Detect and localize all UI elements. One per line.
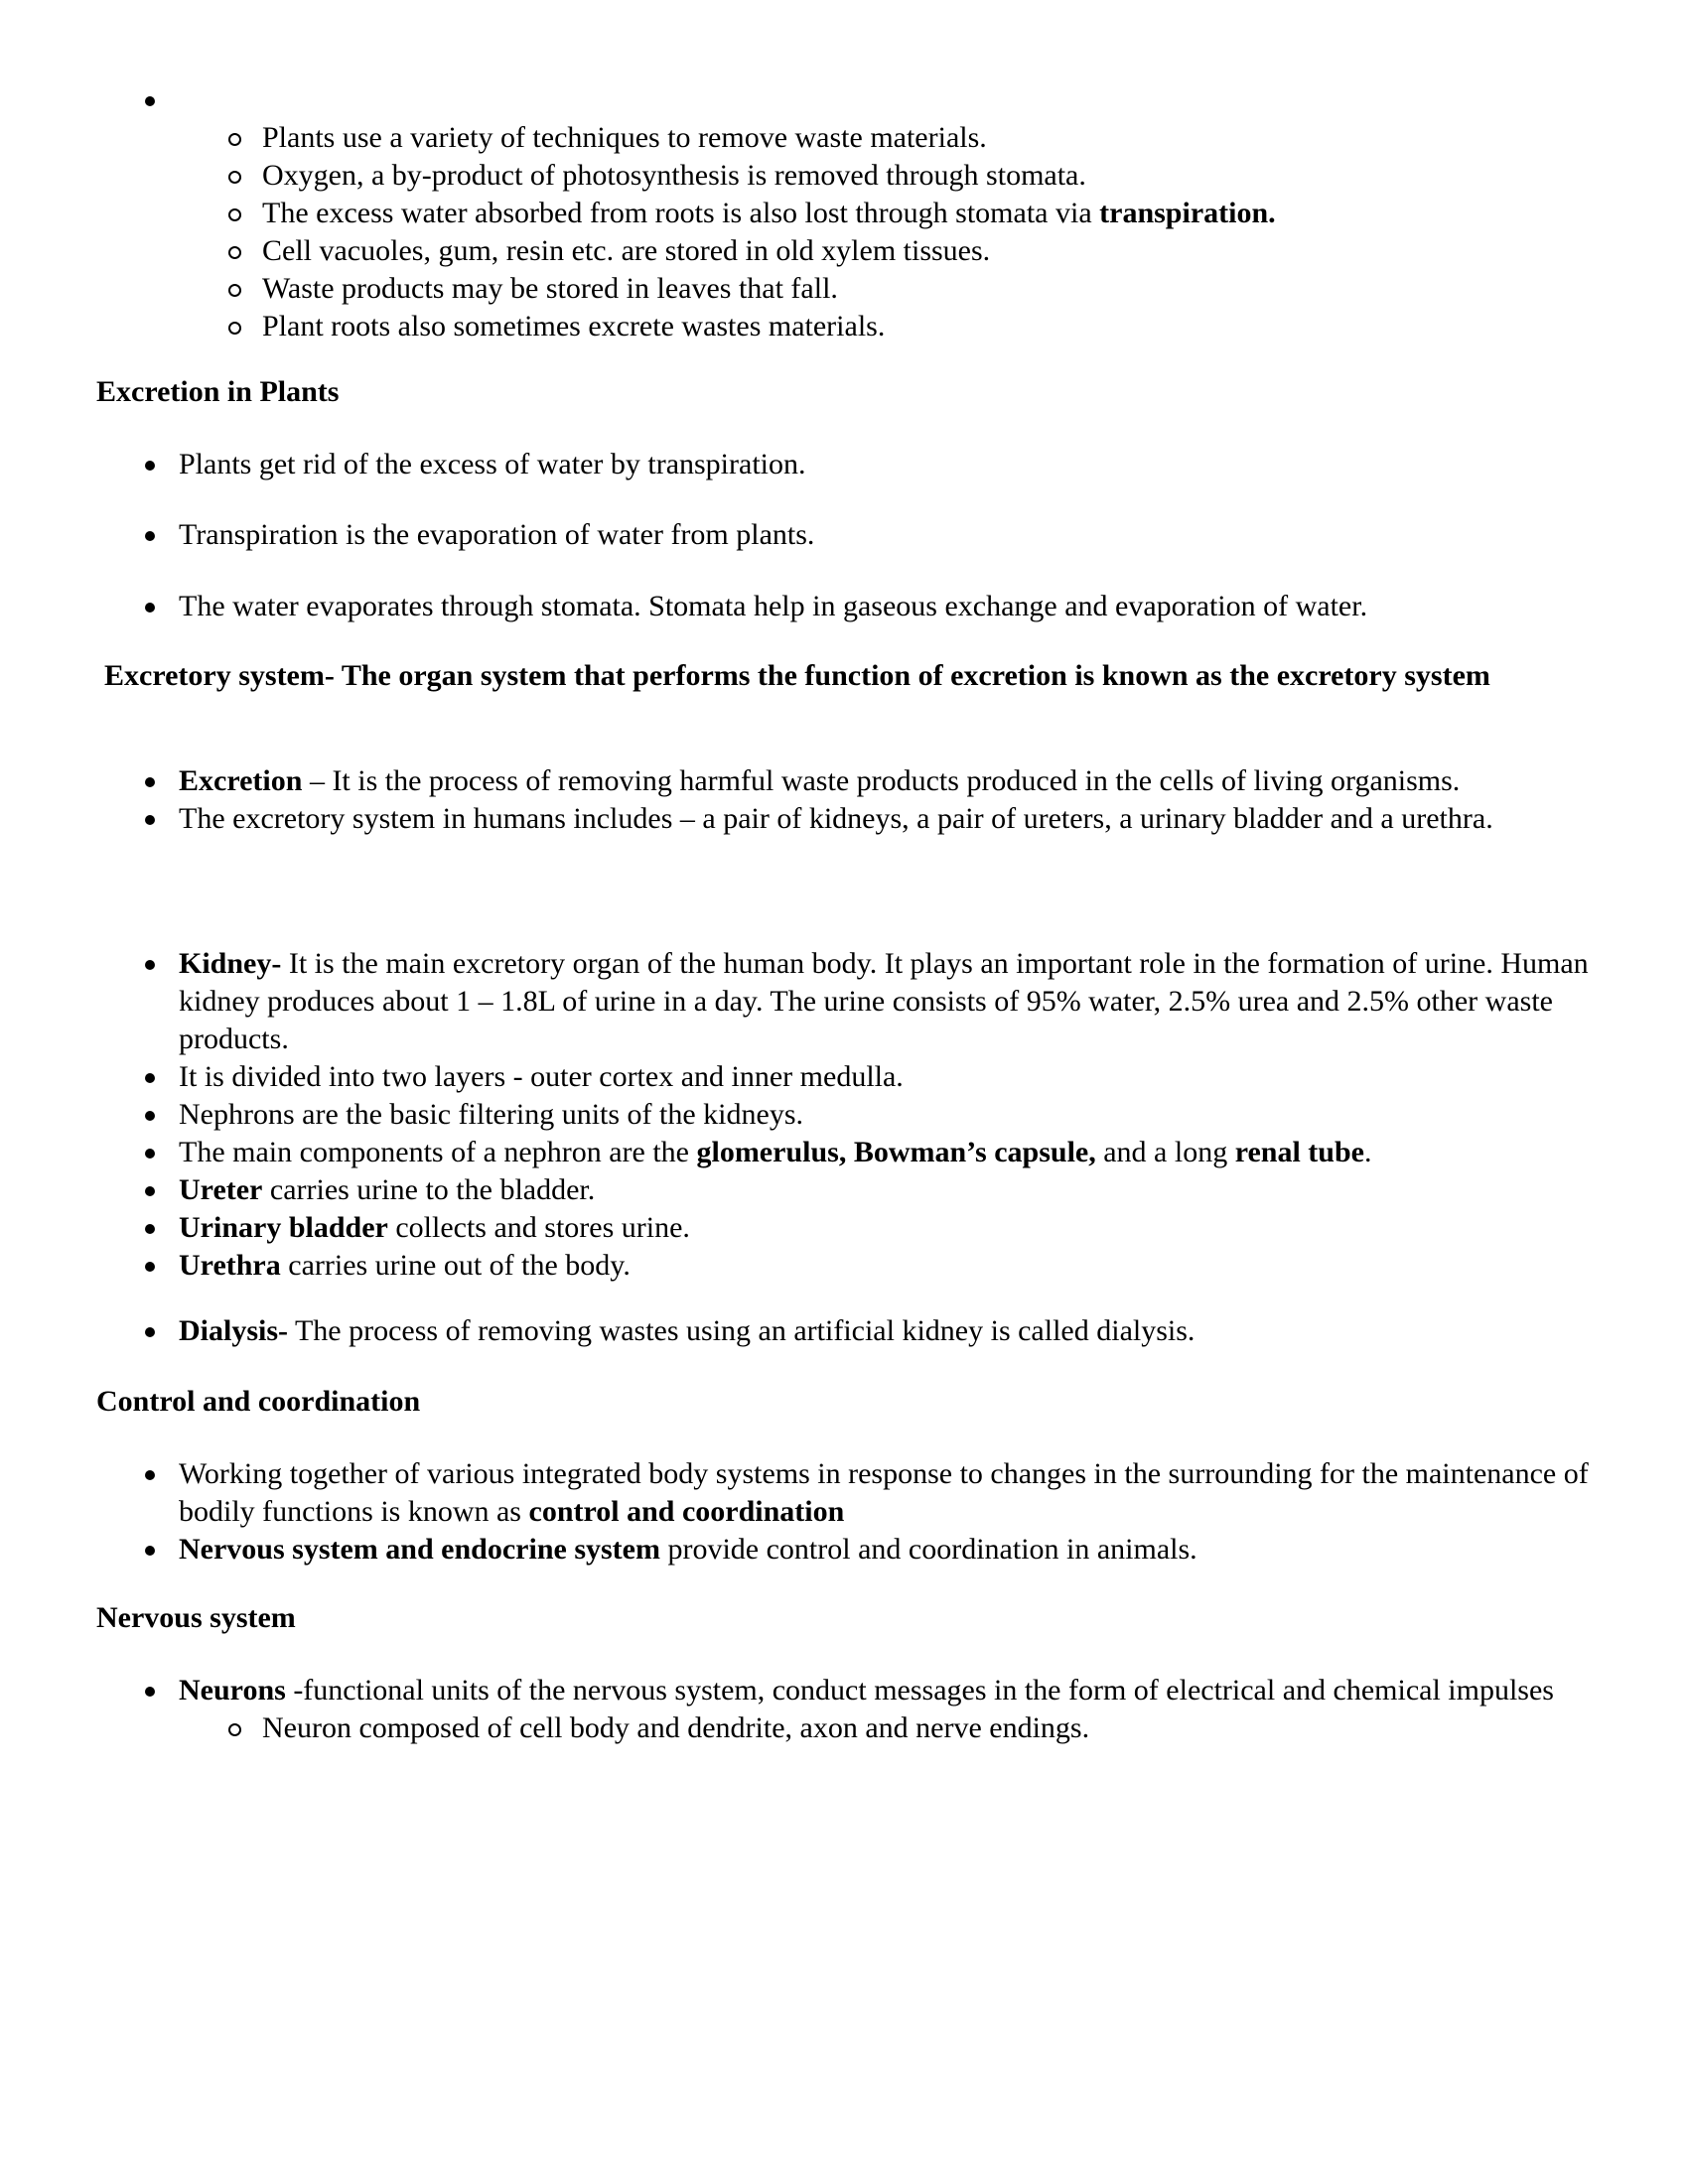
list-item: Working together of various integrated body systems in response to changes in the surrounding for the maintenance of bodily functions is known as control and coordination	[0, 1455, 1688, 1531]
list-item: Urethra carries urine out of the body.	[0, 1247, 1688, 1285]
bullet-circle-icon	[228, 322, 241, 335]
excretory-system-list-b	[0, 945, 1688, 1285]
list-item: It is divided into two layers - outer cortex and inner medulla.	[0, 1058, 1688, 1096]
bullet-circle-icon	[228, 1723, 241, 1736]
list-item: The water evaporates through stomata. Stomata help in gaseous exchange and evaporation of water.	[0, 588, 1688, 625]
list-item: Urinary bladder collects and stores urine.	[0, 1209, 1688, 1247]
bullet-disc-icon	[145, 1687, 155, 1697]
excretion-in-plants-list	[0, 588, 1688, 625]
list-item: Transpiration is the evaporation of water from plants.	[0, 516, 1688, 554]
bullet-circle-icon	[228, 171, 241, 184]
list-item: Kidney- It is the main excretory organ of the human body. It plays an important role in the formation of urine. Human kidney produces about 1 – 1.8L of urine in a day. The urine consists of 95% water, 2.5% urea and 2.5% other waste products.	[0, 945, 1688, 1058]
heading-excretory-system: Excretory system- The organ system that performs the function of excretion is known as the excretory system	[104, 659, 1490, 692]
list-item: The excretory system in humans includes – a pair of kidneys, a pair of ureters, a urinary bladder and a urethra.	[0, 800, 1688, 838]
sub-list-item: Plants use a variety of techniques to remove waste materials.	[0, 119, 1688, 157]
bullet-disc-icon	[145, 1327, 155, 1337]
excretion-in-plants-list	[0, 446, 1688, 483]
bullet-disc-icon	[145, 777, 155, 787]
bullet-circle-icon	[228, 284, 241, 297]
bullet-disc-icon	[145, 96, 155, 106]
list-item-empty	[0, 81, 1688, 119]
bullet-disc-icon	[145, 1073, 155, 1083]
bullet-disc-icon	[145, 1262, 155, 1272]
list-item: Nephrons are the basic filtering units of the kidneys.	[0, 1096, 1688, 1134]
heading-excretion-in-plants: Excretion in Plants	[96, 375, 340, 408]
bullet-disc-icon	[145, 1149, 155, 1159]
heading-nervous-system: Nervous system	[96, 1601, 296, 1634]
excretion-in-plants-list	[0, 516, 1688, 554]
list-item: Nervous system and endocrine system provide control and coordination in animals.	[0, 1531, 1688, 1569]
sub-list-item: Cell vacuoles, gum, resin etc. are stored in old xylem tissues.	[0, 232, 1688, 270]
excretory-system-list-c	[0, 1312, 1688, 1350]
bullet-disc-icon	[145, 603, 155, 613]
bullet-disc-icon	[145, 531, 155, 541]
bullet-disc-icon	[145, 1111, 155, 1121]
sub-list-item: Neuron composed of cell body and dendrite, axon and nerve endings.	[0, 1709, 1688, 1747]
list-item: The main components of a nephron are the glomerulus, Bowman’s capsule, and a long renal tube.	[0, 1134, 1688, 1171]
list-item: Dialysis- The process of removing wastes using an artificial kidney is called dialysis.	[0, 1312, 1688, 1350]
bullet-circle-icon	[228, 246, 241, 259]
list-item: Ureter carries urine to the bladder.	[0, 1171, 1688, 1209]
control-coordination-list	[0, 1455, 1688, 1569]
sub-list-item: Plant roots also sometimes excrete wastes materials.	[0, 308, 1688, 345]
bullet-disc-icon	[145, 1546, 155, 1556]
sub-list-item: Waste products may be stored in leaves that fall.	[0, 270, 1688, 308]
list-item: Neurons -functional units of the nervous system, conduct messages in the form of electrical and chemical impulses	[0, 1672, 1688, 1709]
sub-list-item: Oxygen, a by-product of photosynthesis is removed through stomata.	[0, 157, 1688, 195]
list-item: Excretion – It is the process of removing harmful waste products produced in the cells of living organisms.	[0, 762, 1688, 800]
top-list	[0, 81, 1688, 345]
bullet-disc-icon	[145, 960, 155, 970]
bullet-disc-icon	[145, 1470, 155, 1480]
bullet-disc-icon	[145, 1186, 155, 1196]
excretory-system-list-a	[0, 762, 1688, 838]
bullet-circle-icon	[228, 208, 241, 221]
heading-control-and-coordination: Control and coordination	[96, 1385, 421, 1418]
sub-list-item: The excess water absorbed from roots is also lost through stomata via transpiration.	[0, 195, 1688, 232]
bullet-circle-icon	[228, 133, 241, 146]
bullet-disc-icon	[145, 461, 155, 471]
bullet-disc-icon	[145, 1224, 155, 1234]
list-item: Plants get rid of the excess of water by transpiration.	[0, 446, 1688, 483]
nervous-system-list	[0, 1672, 1688, 1747]
bullet-disc-icon	[145, 815, 155, 825]
